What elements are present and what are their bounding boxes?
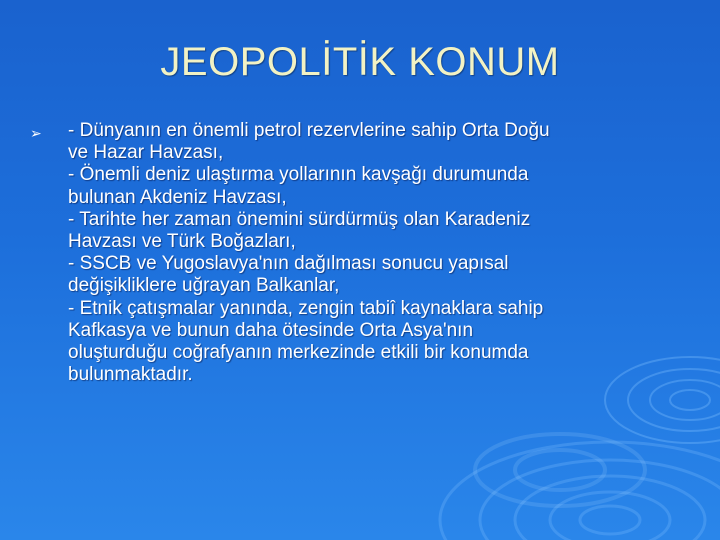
text-line: ve Hazar Havzası, xyxy=(68,142,224,164)
text-line: - SSCB ve Yugoslavya'nın dağılması sonucu yapısal xyxy=(68,253,509,275)
text-line: Kafkasya ve bunun daha ötesinde Orta Asya'nın xyxy=(68,319,474,341)
bullet-list xyxy=(30,120,670,386)
bullet-text xyxy=(68,120,670,386)
text-line: Havzası ve Türk Boğazları, xyxy=(68,231,296,253)
arrow-bullet-icon: ➢ xyxy=(30,125,42,141)
text-line: bulunan Akdeniz Havzası, xyxy=(68,186,287,208)
text-line: oluşturduğu coğrafyanın merkezinde etkili bir konumda xyxy=(68,342,529,364)
text-line: değişikliklere uğrayan Balkanlar, xyxy=(68,275,340,297)
text-line: - Tarihte her zaman önemini sürdürmüş olan Karadeniz xyxy=(68,208,531,230)
text-line: - Dünyanın en önemli petrol rezervlerine sahip Orta Doğu xyxy=(68,120,550,141)
text-line: bulunmaktadır. xyxy=(68,364,193,386)
text-line: - Önemli deniz ulaştırma yollarının kavşağı durumunda xyxy=(68,164,529,186)
bullet-item xyxy=(30,120,670,386)
slide-title: JEOPOLİTİK KONUM xyxy=(160,40,560,84)
text-line: - Etnik çatışmalar yanında, zengin tabiî kaynaklara sahip xyxy=(68,297,544,319)
